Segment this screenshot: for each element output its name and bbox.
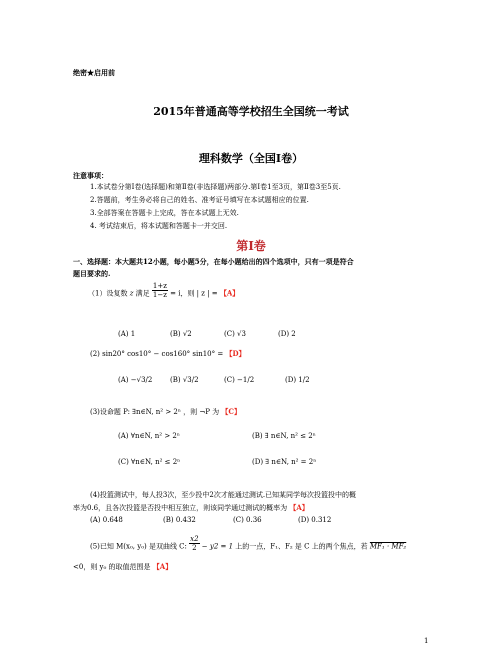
q1-option-c: (C) √3 <box>224 330 246 338</box>
q5-fraction: $\frac{x2}{2}$ <box>190 535 199 552</box>
q4-answer: 【A】 <box>289 503 309 512</box>
q3-answer: 【C】 <box>221 407 241 416</box>
q1-answer: 【A】 <box>219 288 240 298</box>
question-3 <box>90 407 241 417</box>
q4-line-2-text: 率为0.6，且各次投篮是否投中相互独立，则该同学通过测试的概率为 <box>73 504 288 512</box>
question-2 <box>90 349 246 359</box>
q1-var: z <box>129 289 134 298</box>
q1-option-a: (A) 1 <box>118 330 136 338</box>
q3-option-a: (A) ∀n∈N, n² > 2ⁿ <box>118 432 180 440</box>
note-4: 4. 考试结束后，将本试题和答题卡一并交回. <box>90 222 228 230</box>
exam-subtitle: 理科数学（全国Ⅰ卷） <box>198 152 304 165</box>
q4-line-2 <box>73 503 309 513</box>
q2-text: (2) sin20° cos10° − cos160° sin10° = <box>90 350 224 358</box>
q5-line-2-text: <0，则 y₀ 的取值范围是 <box>73 563 151 571</box>
q2-answer: 【D】 <box>225 349 246 358</box>
page-number: 1 <box>424 637 429 645</box>
q4-line-1: (4)投篮测试中，每人投3次，至少投中2次才能通过测试.已知某同学每次投篮投中的概 <box>90 491 357 499</box>
q4-option-d: (D) 0.312 <box>298 516 332 524</box>
q5-line-1a: (5)已知 M(x₀, y₀) 是双曲线 C: <box>90 542 187 551</box>
q3-option-d: (D) ∃ n∈N, n² = 2ⁿ <box>252 458 317 466</box>
q1-equation: = i，则 | z | = <box>170 289 218 298</box>
q1-frac-den: 1−z <box>152 291 167 299</box>
note-1: 1.本试卷分第Ⅰ卷(选择题)和第Ⅱ卷(非选择题)两部分.第Ⅰ卷1至3页，第Ⅱ卷3至5页. <box>90 183 341 191</box>
q2-option-a: (A) −√3/2 <box>118 376 153 384</box>
q2-option-c: (C) −1/2 <box>224 376 255 384</box>
q1-option-d: (D) 2 <box>278 330 296 338</box>
q1-prefix: （1）设复数 <box>88 289 128 298</box>
note-2: 2.答题前，考生务必将自己的姓名、准考证号填写在本试题相应的位置. <box>90 196 309 204</box>
q3-option-b: (B) ∃ n∈N, n² ≤ 2ⁿ <box>252 432 316 440</box>
q4-option-b: (B) 0.432 <box>163 516 196 524</box>
q2-option-d: (D) 1/2 <box>285 376 310 384</box>
q2-option-b: (B) √3/2 <box>170 376 199 384</box>
q1-fraction <box>152 282 168 299</box>
exam-title: 2015年普通高等学校招生全国统一考试 <box>153 105 349 118</box>
question-5 <box>90 535 407 552</box>
section-header-line1: 一、选择题：本大题共12小题，每小题5分，在每小题给出的四个选项中，只有一项是符合 <box>73 257 354 266</box>
part-title: 第Ⅰ卷 <box>236 239 266 253</box>
q5-vector-product: MF₁ · MF₂ <box>369 542 407 551</box>
q1-mid: 满足 <box>135 289 150 298</box>
notes-heading: 注意事项： <box>73 171 108 180</box>
q4-option-c: (C) 0.36 <box>233 516 262 524</box>
question-1 <box>88 282 240 299</box>
section-header-line2: 题目要求的. <box>73 269 111 278</box>
q3-text: (3)设命题 P: ∃n∈N, n² > 2ⁿ ，则 ¬P 为 <box>90 408 220 416</box>
note-3: 3.全部答案在答题卡上完成，答在本试题上无效. <box>90 209 239 217</box>
q1-option-b: (B) √2 <box>170 330 192 338</box>
q4-option-a: (A) 0.648 <box>90 516 123 524</box>
q5-equation: − y2 = 1 <box>201 542 234 551</box>
q5-line-1b: 上的一点，F₁、F₂ 是 C 上的两个焦点，若 <box>235 542 368 551</box>
q5-answer: 【A】 <box>152 562 173 571</box>
q3-option-c: (C) ∀n∈N, n² ≤ 2ⁿ <box>118 458 181 466</box>
confidential-mark: 绝密★启用前 <box>73 68 115 77</box>
q5-line-2 <box>73 562 172 572</box>
q1-frac-num: 1+z <box>152 282 167 290</box>
